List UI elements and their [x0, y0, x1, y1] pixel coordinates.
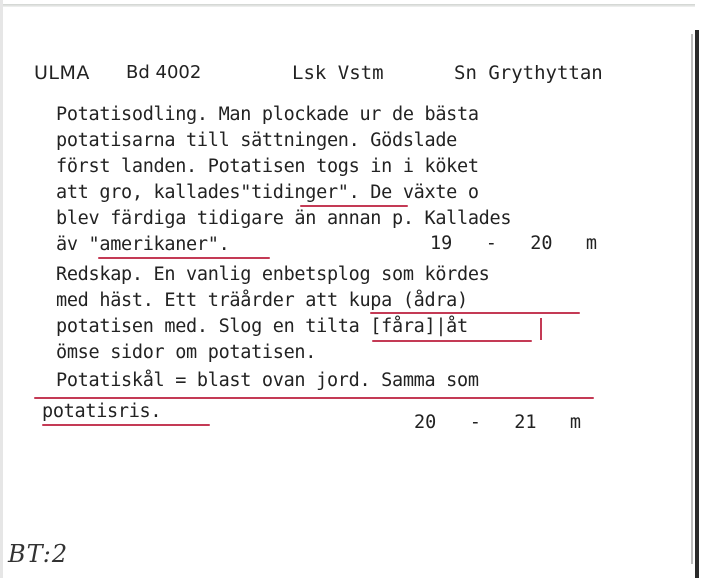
text-line: först landen. Potatisen togs in i köket — [56, 156, 479, 177]
card-top-edge — [0, 4, 695, 7]
card-right-shadow — [691, 34, 693, 564]
underline-tidinger — [300, 205, 408, 207]
text-line: med häst. Ett träårder att kupa (ådra) — [56, 290, 468, 311]
card-right-edge — [695, 30, 699, 578]
margin-mark — [540, 318, 542, 340]
text-line: blev färdiga tidigare än annan p. Kallades — [56, 208, 512, 229]
underline-kupa — [370, 312, 580, 314]
text-line: Redskap. En vanlig enbetsplog som kördes — [56, 264, 490, 285]
province: Lsk Vstm — [292, 62, 384, 84]
text-line: potatisarna till sättningen. Gödslade — [56, 130, 458, 151]
volume-number: Bd 4002 — [126, 62, 202, 83]
text-line: äv "amerikaner". — [56, 234, 230, 255]
page-reference: 20 - 21 m — [414, 412, 582, 433]
text-line: att gro, kallades"tidinger". De växte o — [56, 182, 479, 203]
archive-code: ULMA — [34, 62, 90, 84]
card-left-edge — [0, 0, 3, 578]
card-header — [34, 62, 654, 90]
text-line: Potatisodling. Man plockade ur de bästa — [56, 104, 479, 125]
text-line: potatisen med. Slog en tilta [fåra]|åt — [56, 316, 468, 337]
underline-potatiskal — [34, 397, 594, 399]
page-reference: 19 - 20 m — [430, 233, 598, 254]
underline-tilta — [372, 340, 532, 342]
text-line: potatisris. — [42, 401, 162, 422]
parish: Sn Grythyttan — [454, 62, 603, 84]
text-line: ömse sidor om potatisen. — [56, 342, 317, 363]
text-line: Potatiskål = blast ovan jord. Samma som — [56, 370, 479, 391]
underline-amerikaner — [98, 257, 270, 259]
underline-potatisris — [42, 424, 210, 426]
handwritten-note: BT:2 — [8, 540, 69, 568]
